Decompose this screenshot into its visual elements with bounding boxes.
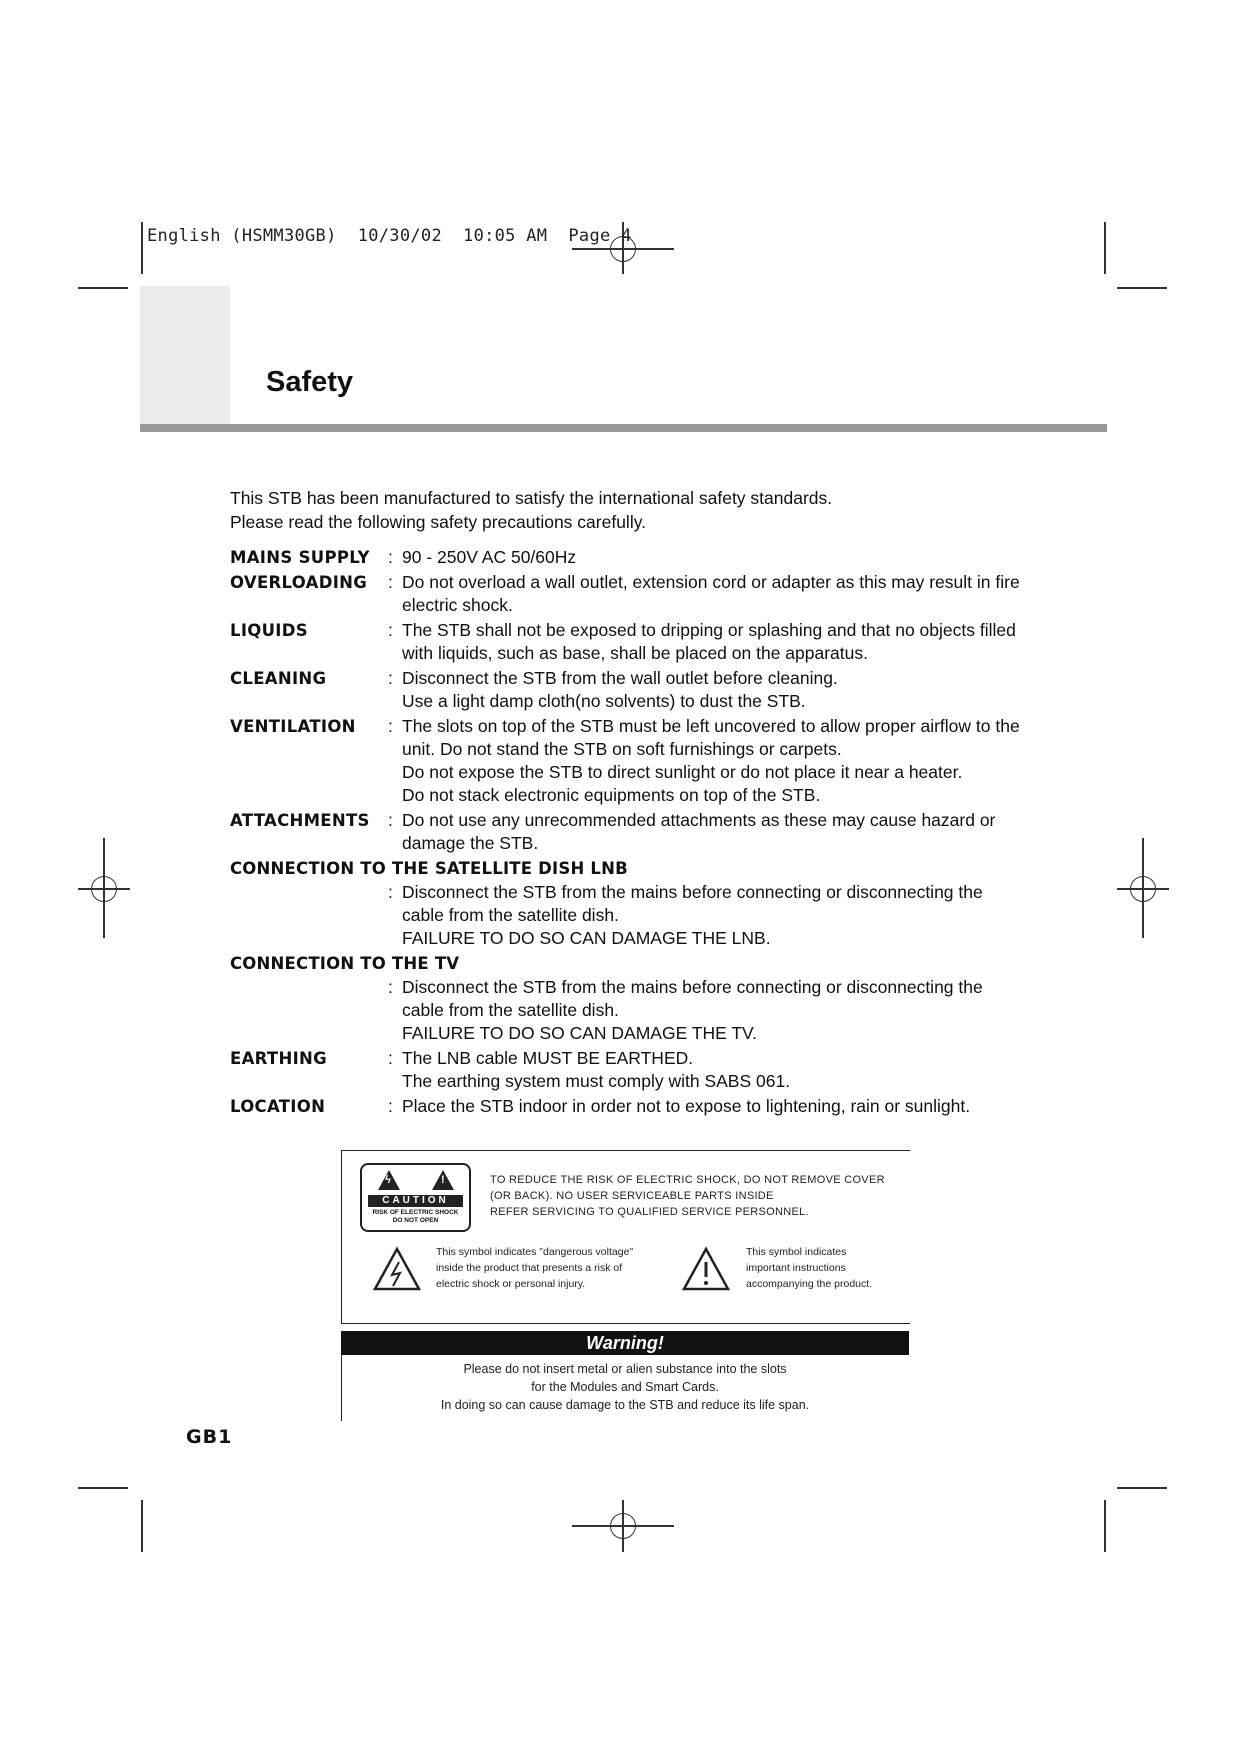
item-label: CLEANING [230,669,327,688]
item-text: electric shock. [402,595,513,615]
item-text: Disconnect the STB from the mains before connecting or disconnecting the [402,882,983,902]
safety-item: EARTHING : The LNB cable MUST BE EARTHED. The earthing system must comply with SABS 061. [230,1047,1070,1093]
voltage-line: electric shock or personal injury. [436,1278,586,1290]
item-text: The slots on top of the STB must be left uncovered to allow proper airflow to the [402,716,1020,736]
instr-line: accompanying the product. [746,1278,873,1290]
item-text: unit. Do not stand the STB on soft furnishings or carpets. [402,739,842,759]
item-text: Disconnect the STB from the mains before connecting or disconnecting the [402,977,983,997]
item-text: The LNB cable MUST BE EARTHED. [402,1048,694,1068]
intro-line: This STB has been manufactured to satisfy the international safety standards. [230,488,833,508]
instr-line: This symbol indicates [746,1246,847,1258]
instr-line: important instructions [746,1262,846,1274]
safety-item-tv: CONNECTION TO THE TV : Disconnect the STB from the mains before connecting or disconnecting the cable from the satellite dish. FAILURE TO DO SO CAN DAMAGE THE TV. [230,952,1070,1045]
dangerous-voltage-icon [372,1246,422,1292]
page-title: Safety [266,366,354,398]
item-label: CONNECTION TO THE TV [230,954,460,973]
item-text: damage the STB. [402,833,539,853]
intro-text [230,486,832,534]
item-text: Use a light damp cloth(no solvents) to dust the STB. [402,691,806,711]
item-text: 90 - 250V AC 50/60Hz [402,547,577,567]
item-text: FAILURE TO DO SO CAN DAMAGE THE LNB. [402,928,771,948]
caution-sub: DO NOT OPEN [392,1217,439,1224]
item-text: Do not overload a wall outlet, extension cord or adapter as this may result in fire [402,572,1020,592]
item-label: LIQUIDS [230,621,308,640]
caution-line: TO REDUCE THE RISK OF ELECTRIC SHOCK, DO NOT REMOVE COVER [490,1174,885,1186]
exclamation-warning-icon: ! [432,1170,454,1190]
item-text: Do not stack electronic equipments on top of the STB. [402,785,821,805]
warning-line: for the Modules and Smart Cards. [531,1380,719,1394]
caution-label: CAUTION [368,1195,463,1207]
safety-item: ATTACHMENTS : Do not use any unrecommended attachments as these may cause hazard or damage the STB. [230,809,1070,855]
item-label: CONNECTION TO THE SATELLITE DISH LNB [230,859,628,878]
warning-line: In doing so can cause damage to the STB and reduce its life span. [440,1398,810,1412]
instructions-description [746,1244,872,1292]
item-label: EARTHING [230,1049,327,1068]
voltage-description [436,1244,633,1292]
safety-item-lnb: CONNECTION TO THE SATELLITE DISH LNB : Disconnect the STB from the mains before connecting or disconnecting the cable from the satellite dish. FAILURE TO DO SO CAN DAMAGE THE LNB. [230,857,1070,950]
print-slug: English (HSMM30GB) 10/30/02 10:05 AM Page 4 [147,226,632,246]
title-tab [140,286,230,426]
safety-list [230,546,1070,1120]
item-text: Disconnect the STB from the wall outlet before cleaning. [402,668,838,688]
item-label: OVERLOADING [230,573,368,592]
lightning-warning-icon: ϟ [378,1170,400,1190]
warning-header: Warning! [341,1331,909,1355]
item-label: LOCATION [230,1097,326,1116]
intro-line: Please read the following safety precautions carefully. [230,512,647,532]
safety-item: CLEANING : Disconnect the STB from the wall outlet before cleaning. Use a light damp cloth(no solvents) to dust the STB. [230,667,1070,713]
item-text: cable from the satellite dish. [402,1000,619,1020]
important-instructions-icon [681,1246,731,1292]
caution-text [490,1172,885,1220]
safety-item: OVERLOADING : Do not overload a wall outlet, extension cord or adapter as this may result in fire electric shock. [230,571,1070,617]
item-text: FAILURE TO DO SO CAN DAMAGE THE TV. [402,1023,757,1043]
item-text: with liquids, such as base, shall be placed on the apparatus. [402,643,868,663]
caution-badge [360,1163,471,1232]
safety-item: VENTILATION : The slots on top of the STB must be left uncovered to allow proper airflow to the unit. Do not stand the STB on soft furnishings or carpets. Do not expose the STB to direct sunlight or do not place it near a heater. Do not stack electronic equipments on top of the STB. [230,715,1070,807]
caution-line: (OR BACK). NO USER SERVICEABLE PARTS INSIDE [490,1190,774,1202]
caution-sub: RISK OF ELECTRIC SHOCK [372,1209,459,1216]
item-text: cable from the satellite dish. [402,905,619,925]
title-divider [140,424,1107,432]
item-text: Place the STB indoor in order not to expose to lightening, rain or sunlight. [402,1096,971,1116]
warning-text [341,1360,909,1414]
item-text: The earthing system must comply with SABS 061. [402,1071,791,1091]
page-number: GB1 [186,1426,233,1448]
item-label: MAINS SUPPLY [230,548,370,567]
item-label: ATTACHMENTS [230,811,370,830]
item-text: Do not use any unrecommended attachments as these may cause hazard or [402,810,996,830]
voltage-line: inside the product that presents a risk of [436,1262,623,1274]
safety-item: LIQUIDS : The STB shall not be exposed to dripping or splashing and that no objects filled with liquids, such as base, shall be placed on the apparatus. [230,619,1070,665]
voltage-line: This symbol indicates "dangerous voltage" [436,1246,634,1258]
item-label: VENTILATION [230,717,356,736]
caution-line: REFER SERVICING TO QUALIFIED SERVICE PERSONNEL. [490,1206,809,1218]
item-text: The STB shall not be exposed to dripping or splashing and that no objects filled [402,620,1016,640]
safety-item: LOCATION : Place the STB indoor in order not to expose to lightening, rain or sunlight. [230,1096,971,1116]
warning-line: Please do not insert metal or alien substance into the slots [463,1362,787,1376]
safety-item: MAINS SUPPLY : 90 - 250V AC 50/60Hz [230,547,577,567]
item-text: Do not expose the STB to direct sunlight or do not place it near a heater. [402,762,963,782]
